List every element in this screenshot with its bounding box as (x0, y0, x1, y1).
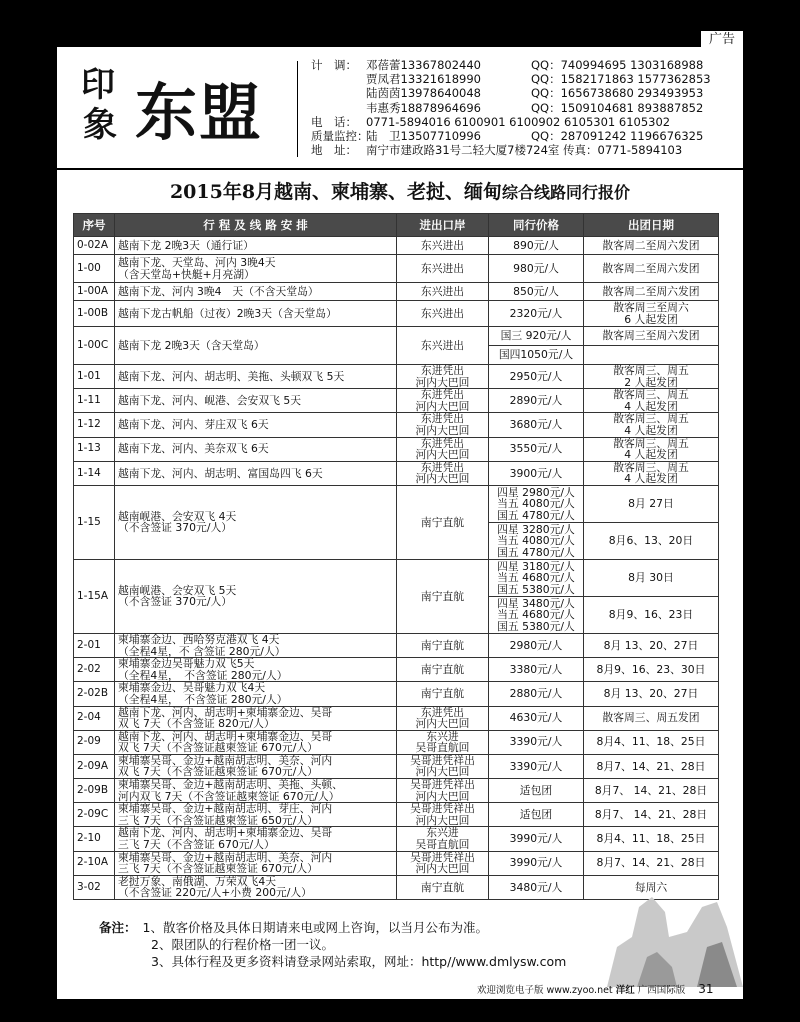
contact-label: 地 址： (311, 143, 357, 158)
row-code: 2-02B (74, 682, 115, 706)
row-price: 国四1050元/人 (489, 346, 584, 365)
row-dates: 8月4、11、18、25日 (584, 827, 719, 851)
row-dates: 散客周三、周五 4 人起发团 (584, 413, 719, 437)
row-dates: 8月7、 14、21、28日 (584, 779, 719, 803)
row-price: 3680元/人 (489, 413, 584, 437)
row-dates: 散客周三、周五 4 人起发团 (584, 437, 719, 461)
row-price: 适包团 (489, 779, 584, 803)
logo-char-xiang: 象 (83, 105, 117, 145)
row-price: 890元/人 (489, 237, 584, 255)
row-price: 3550元/人 (489, 437, 584, 461)
contact-qq: QQ：1656738680 293493953 (531, 86, 704, 101)
contact-row (311, 58, 741, 72)
row-code: 2-04 (74, 706, 115, 730)
row-route: 越南下龙、河内、岘港、会安双飞 5天 (115, 389, 397, 413)
row-code: 0-02A (74, 237, 115, 255)
row-price: 四星 3480元/人 当五 4680元/人 国五 5380元/人 (489, 596, 584, 633)
header-route: 行 程 及 线 路 安 排 (115, 214, 397, 237)
row-dates: 散客周二至周六发团 (584, 237, 719, 255)
row-code: 3-02 (74, 875, 115, 899)
contact-row (311, 86, 741, 100)
row-code: 1-01 (74, 365, 115, 389)
row-port: 南宁直航 (397, 658, 489, 682)
row-dates (584, 346, 719, 365)
row-dates: 8月6、13、20日 (584, 522, 719, 559)
row-code: 1-00C (74, 327, 115, 365)
footer-site: 欢迎浏览电子版 www.zyoo.net (477, 985, 613, 996)
title-tail: 综合线路同行报价 (502, 183, 631, 202)
row-code: 2-09 (74, 730, 115, 754)
row-dates: 8月 13、20、27日 (584, 682, 719, 706)
header-divider (297, 61, 298, 157)
row-route: 越南下龙、河内 3晚4 天（不含天堂岛） (115, 283, 397, 301)
row-route: 越南下龙、河内、胡志明+柬埔寨金边、吴哥 双飞 7天（不含签证 820元/人） (115, 706, 397, 730)
page-sheet (57, 47, 743, 999)
row-port: 东进凭出 河内大巴回 (397, 365, 489, 389)
table-row (74, 779, 719, 803)
page-title (57, 179, 743, 206)
row-dates: 散客周三、周五 2 人起发团 (584, 365, 719, 389)
table-header-row (74, 214, 719, 237)
row-route: 越南下龙古帆船（过夜）2晚3天（含天堂岛） (115, 301, 397, 327)
price-table (73, 213, 719, 900)
row-price: 4630元/人 (489, 706, 584, 730)
row-port: 南宁直航 (397, 559, 489, 633)
logo-brand-text: 东盟 (135, 76, 264, 149)
contact-name: 贾凤君13321618990 (366, 72, 481, 87)
row-route: 越南下龙 2晚3天（含天堂岛） (115, 327, 397, 365)
table-row (74, 301, 719, 327)
row-dates: 散客周三、周五 4 人起发团 (584, 389, 719, 413)
row-port: 东进凭出 河内大巴回 (397, 437, 489, 461)
table-row (74, 658, 719, 682)
row-code: 2-09C (74, 803, 115, 827)
table-row (74, 437, 719, 461)
row-route: 柬埔寨金边、吴哥魅力双飞4天 （全程4星， 不含签证 280元/人） (115, 682, 397, 706)
contact-name: 陆 卫13507710996 (366, 128, 481, 143)
contact-name: 0771-5894016 6100901 6100902 6105301 6105302 (366, 114, 671, 129)
row-price: 2320元/人 (489, 301, 584, 327)
row-port: 南宁直航 (397, 682, 489, 706)
row-price: 3390元/人 (489, 754, 584, 778)
row-price: 3990元/人 (489, 827, 584, 851)
row-code: 2-10 (74, 827, 115, 851)
table-row (74, 754, 719, 778)
row-code: 1-00 (74, 255, 115, 283)
row-dates: 8月7、 14、21、28日 (584, 803, 719, 827)
table-row (74, 461, 719, 485)
table-row (74, 851, 719, 875)
row-route: 越南下龙、河内、胡志明、美拖、头顿双飞 5天 (115, 365, 397, 389)
row-dates: 散客周二至周六发团 (584, 255, 719, 283)
row-route: 越南下龙、河内、胡志明、富国岛四飞 6天 (115, 461, 397, 485)
row-dates: 8月7、14、21、28日 (584, 851, 719, 875)
contact-name: 陆茵茵13978640048 (366, 86, 481, 101)
row-route: 柬埔寨金边、西哈努克港双飞 4天 （全程4星，不 含签证 280元/人） (115, 633, 397, 657)
row-code: 1-00B (74, 301, 115, 327)
table-row (74, 730, 719, 754)
row-route: 越南岘港、会安双飞 4天 （不含签证 370元/人） (115, 485, 397, 559)
row-route: 越南岘港、会安双飞 5天 （不含签证 370元/人） (115, 559, 397, 633)
row-price: 适包团 (489, 803, 584, 827)
table-row (74, 706, 719, 730)
row-code: 1-00A (74, 283, 115, 301)
page-number: 31 (698, 982, 714, 996)
row-route: 柬埔寨金边吴哥魅力双飞5天 （全程4星， 不含签证 280元/人） (115, 658, 397, 682)
logo-char-yin: 印 (81, 65, 115, 105)
page-footer (477, 982, 739, 996)
notes-heading: 备注： (99, 920, 137, 935)
contact-row (311, 115, 741, 129)
row-code: 1-15A (74, 559, 115, 633)
row-price: 3900元/人 (489, 461, 584, 485)
footer-brand: 洋红 (615, 985, 635, 996)
ad-tag: 广告 (701, 31, 743, 48)
row-price: 国三 920元/人 (489, 327, 584, 346)
footer-edition: 广西国际版 (637, 985, 686, 996)
contact-name: 邓蓓蕾13367802440 (366, 58, 481, 72)
row-dates: 每周六 (584, 875, 719, 899)
contact-qq: QQ：1582171863 1577362853 (531, 72, 711, 87)
table-row (74, 389, 719, 413)
table-row (74, 682, 719, 706)
row-code: 1-11 (74, 389, 115, 413)
row-code: 2-09A (74, 754, 115, 778)
header-dates: 出团日期 (584, 214, 719, 237)
row-route: 柬埔寨吴哥、金边+越南胡志明、美奈、河内 双飞 7天（不含签证越柬签证 670元/人） (115, 754, 397, 778)
row-route: 柬埔寨吴哥、金边+越南胡志明、美拖、头顿、 河内双飞 7天（不含签证越柬签证 670元/人） (115, 779, 397, 803)
header-code: 序号 (74, 214, 115, 237)
row-price: 2880元/人 (489, 682, 584, 706)
note-line: 2、限团队的行程价格一团一议。 (151, 937, 334, 952)
row-port: 南宁直航 (397, 633, 489, 657)
row-price: 3990元/人 (489, 851, 584, 875)
row-port: 东进凭出 河内大巴回 (397, 461, 489, 485)
row-dates: 散客周三至周六发团 (584, 327, 719, 346)
row-code: 2-10A (74, 851, 115, 875)
contact-row (311, 101, 741, 115)
row-price: 3480元/人 (489, 875, 584, 899)
row-price: 3390元/人 (489, 730, 584, 754)
contact-qq: QQ：287091242 1196676325 (531, 128, 704, 143)
contact-name: 南宁市建政路31号二轻大厦7楼724室 传真：0771-5894103 (366, 143, 683, 158)
row-port: 东进凭出 河内大巴回 (397, 389, 489, 413)
row-price: 2950元/人 (489, 365, 584, 389)
row-code: 1-12 (74, 413, 115, 437)
row-price: 2890元/人 (489, 389, 584, 413)
header-price: 同行价格 (489, 214, 584, 237)
row-price: 四星 2980元/人 当五 4080元/人 国五 4780元/人 (489, 485, 584, 522)
row-port: 南宁直航 (397, 875, 489, 899)
header-port: 进出口岸 (397, 214, 489, 237)
row-price: 四星 3280元/人 当五 4080元/人 国五 4780元/人 (489, 522, 584, 559)
contact-label: 电 话： (311, 114, 357, 129)
row-code: 2-02 (74, 658, 115, 682)
table-row (74, 485, 719, 522)
karst-rock-illustration (577, 877, 743, 987)
row-route: 越南下龙、河内、芽庄双飞 6天 (115, 413, 397, 437)
row-dates: 散客周三、周五发团 (584, 706, 719, 730)
row-port: 东兴进 吴哥直航回 (397, 730, 489, 754)
row-route: 越南下龙 2晚3天（通行证） (115, 237, 397, 255)
row-port: 东兴进出 (397, 283, 489, 301)
row-dates: 8月 13、20、27日 (584, 633, 719, 657)
row-port: 东兴进出 (397, 255, 489, 283)
row-route: 柬埔寨吴哥、金边+越南胡志明、芽庄、河内 三飞 7天（不含签证越柬签证 650元/人） (115, 803, 397, 827)
row-port: 南宁直航 (397, 485, 489, 559)
table-row (74, 413, 719, 437)
row-port: 吴哥进凭祥出 河内大巴回 (397, 754, 489, 778)
row-port: 吴哥进凭祥出 河内大巴回 (397, 851, 489, 875)
row-port: 吴哥进凭祥出 河内大巴回 (397, 779, 489, 803)
table-row (74, 559, 719, 596)
table-row (74, 283, 719, 301)
row-port: 东进凭出 河内大巴回 (397, 413, 489, 437)
table-row (74, 327, 719, 346)
row-port: 东兴进出 (397, 301, 489, 327)
row-route: 老挝万象、南俄湖、万荣双飞4天 （不含签证 220元/人+小费 200元/人） (115, 875, 397, 899)
row-price: 3380元/人 (489, 658, 584, 682)
row-dates: 8月 27日 (584, 485, 719, 522)
row-dates: 散客周三至周六 6 人起发团 (584, 301, 719, 327)
contact-qq: QQ：740994695 1303168988 (531, 58, 704, 72)
contact-row (311, 129, 741, 143)
contact-name: 韦惠秀18878964696 (366, 100, 481, 115)
contact-qq: QQ：1509104681 893887852 (531, 100, 704, 115)
row-code: 2-01 (74, 633, 115, 657)
row-dates: 8月9、16、23、30日 (584, 658, 719, 682)
contact-label: 计 调： (311, 58, 357, 72)
note-line: 3、具体行程及更多资料请登录网站索取，网址：http//www.dmlysw.com (151, 954, 567, 969)
row-dates: 散客周二至周六发团 (584, 283, 719, 301)
title-main: 2015年8月越南、柬埔寨、老挝、缅甸 (169, 181, 503, 203)
header-rule (57, 168, 743, 170)
row-port: 东兴进出 (397, 327, 489, 365)
row-port: 东兴进出 (397, 237, 489, 255)
row-port: 吴哥进凭祥出 河内大巴回 (397, 803, 489, 827)
row-dates: 8月 30日 (584, 559, 719, 596)
row-code: 2-09B (74, 779, 115, 803)
table-row (74, 633, 719, 657)
row-code: 1-13 (74, 437, 115, 461)
row-route: 越南下龙、天堂岛、河内 3晚4天 （含天堂岛+快艇+月亮湖） (115, 255, 397, 283)
row-route: 越南下龙、河内、美奈双飞 6天 (115, 437, 397, 461)
row-price: 850元/人 (489, 283, 584, 301)
contact-row (311, 72, 741, 86)
row-price: 980元/人 (489, 255, 584, 283)
brand-logo (75, 59, 297, 159)
row-code: 1-14 (74, 461, 115, 485)
row-port: 东兴进 吴哥直航回 (397, 827, 489, 851)
row-dates: 8月4、11、18、25日 (584, 730, 719, 754)
notes-block (99, 919, 659, 970)
table-row (74, 255, 719, 283)
contact-row (311, 143, 741, 157)
row-dates: 8月9、16、23日 (584, 596, 719, 633)
table-row (74, 803, 719, 827)
row-route: 越南下龙、河内、胡志明+柬埔寨金边、吴哥 双飞 7天（不含签证越柬签证 670元/人） (115, 730, 397, 754)
contact-block (311, 58, 741, 157)
contact-label: 质量监控： (311, 128, 369, 143)
row-code: 1-15 (74, 485, 115, 559)
row-route: 柬埔寨吴哥、金边+越南胡志明、美奈、河内 三飞 7天（不含签证越柬签证 670元/人） (115, 851, 397, 875)
row-price: 四星 3180元/人 当五 4680元/人 国五 5380元/人 (489, 559, 584, 596)
table-row (74, 827, 719, 851)
table-row (74, 237, 719, 255)
note-line: 1、散客价格及具体日期请来电或网上咨询，以当月公布为准。 (142, 920, 488, 935)
table-row (74, 365, 719, 389)
row-dates: 8月7、14、21、28日 (584, 754, 719, 778)
row-dates: 散客周三、周五 4 人起发团 (584, 461, 719, 485)
row-route: 越南下龙、河内、胡志明+柬埔寨金边、吴哥 三飞 7天（不含签证 670元/人） (115, 827, 397, 851)
row-port: 东进凭出 河内大巴回 (397, 706, 489, 730)
row-price: 2980元/人 (489, 633, 584, 657)
